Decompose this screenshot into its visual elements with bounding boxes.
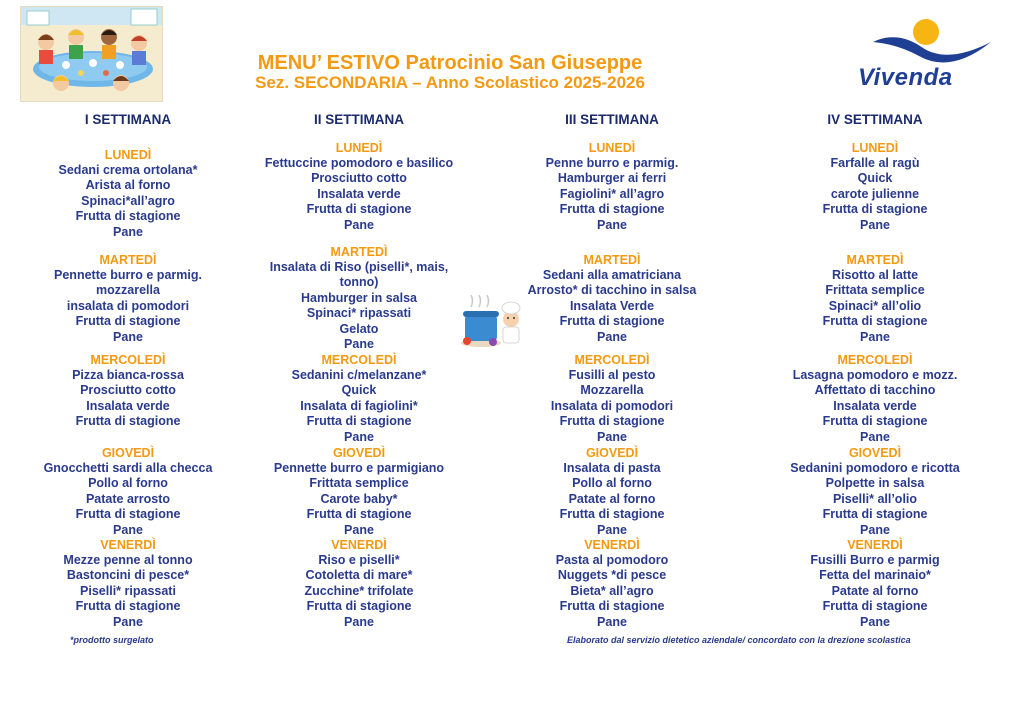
- children-eating-illustration: [20, 6, 163, 102]
- dish: Lasagna pomodoro e mozz.: [792, 368, 958, 382]
- week-4-monday: [755, 141, 995, 233]
- dish: Insalata di pomodori: [550, 398, 674, 413]
- dish: tonno): [339, 275, 379, 290]
- dish: Insalata di Riso (piselli*, mais,: [269, 260, 449, 274]
- dish: Hamburger ai ferri: [557, 171, 667, 186]
- dish: Pollo al forno: [572, 476, 652, 491]
- dish: insalata di pomodori: [66, 298, 190, 313]
- dish: Mozzarella: [580, 383, 644, 398]
- week-3-wednesday: [492, 353, 732, 445]
- dish: Frutta di stagione: [559, 507, 665, 522]
- dish: Pane: [344, 337, 374, 352]
- day-name: VENERDÌ: [331, 538, 387, 552]
- day-name: GIOVEDÌ: [848, 446, 902, 460]
- day-name: MARTEDÌ: [330, 245, 388, 259]
- dish: Patate al forno: [831, 583, 919, 598]
- day-name: MARTEDÌ: [583, 253, 641, 267]
- frozen-product-note: *prodotto surgelato: [70, 635, 154, 645]
- dish: Fusilli al pesto: [568, 368, 656, 382]
- dish: Pane: [597, 614, 627, 629]
- week-1-monday: [8, 148, 248, 240]
- dish: Risotto al latte: [831, 268, 919, 282]
- dish: Pane: [113, 522, 143, 537]
- week-4-tuesday: [755, 253, 995, 345]
- dish: Zucchine* trifolate: [304, 583, 414, 598]
- week-2-tuesday: [239, 245, 479, 352]
- dish: Carote baby*: [320, 491, 398, 506]
- dish: Arista al forno: [85, 178, 171, 193]
- dish: Gelato: [339, 321, 379, 336]
- day-name: MERCOLEDÌ: [837, 353, 913, 367]
- dish: Frittata semplice: [825, 283, 925, 298]
- week-4-thursday: [755, 446, 995, 538]
- dish: Hamburger in salsa: [300, 290, 417, 305]
- week-3-monday: [492, 141, 732, 233]
- dish: Pane: [597, 217, 627, 232]
- dish: Prosciutto cotto: [80, 383, 176, 398]
- brand-name: Vivenda: [858, 64, 953, 91]
- day-name: LUNEDÌ: [335, 141, 383, 155]
- week-4-wednesday: [755, 353, 995, 445]
- dish: Polpette in salsa: [825, 476, 925, 491]
- dish: Pane: [597, 329, 627, 344]
- dish: Frutta di stagione: [822, 414, 928, 429]
- dish: Gnocchetti sardi alla checca: [43, 461, 213, 475]
- dish: Pane: [860, 329, 890, 344]
- day-name: LUNEDÌ: [851, 141, 899, 155]
- dish: Pizza bianca-rossa: [72, 368, 184, 382]
- dish: Pane: [113, 224, 143, 239]
- week-2-heading: II SETTIMANA: [314, 112, 404, 127]
- dish: Bieta* all’agro: [570, 583, 654, 598]
- dish: Pane: [860, 522, 890, 537]
- dish: Pane: [344, 614, 374, 629]
- menu-title-line2: Sez. SECONDARIA – Anno Scolastico 2025-2026: [255, 73, 645, 92]
- dish: Cotoletta di mare*: [305, 568, 413, 583]
- week-2-thursday: [239, 446, 479, 538]
- dish: Sedanini c/melanzane*: [291, 368, 427, 382]
- dish: Pane: [344, 522, 374, 537]
- dish: Frittata semplice: [309, 476, 409, 491]
- dish: Insalata verde: [833, 398, 917, 413]
- dish: Frutta di stagione: [559, 599, 665, 614]
- dish: mozzarella: [96, 283, 160, 298]
- dish: Penne burro e parmig.: [545, 156, 679, 170]
- week-3-friday: [492, 538, 732, 630]
- day-name: GIOVEDÌ: [332, 446, 386, 460]
- dish: Mezze penne al tonno: [63, 553, 193, 567]
- dish: Pasta al pomodoro: [555, 553, 669, 567]
- dish: carote julienne: [830, 186, 920, 201]
- dish: Insalata di pasta: [563, 461, 661, 475]
- dish: Insalata di fagiolini*: [300, 398, 418, 413]
- day-name: VENERDÌ: [847, 538, 903, 552]
- week-1-wednesday: [8, 353, 248, 430]
- dish: Arrosto* di tacchino in salsa: [527, 283, 697, 298]
- day-name: GIOVEDÌ: [101, 446, 155, 460]
- day-name: LUNEDÌ: [104, 148, 152, 162]
- week-3-thursday: [492, 446, 732, 538]
- dish: Prosciutto cotto: [311, 171, 407, 186]
- dish: Pennette burro e parmig.: [54, 268, 202, 282]
- dish: Frutta di stagione: [559, 314, 665, 329]
- dish: Quick: [857, 171, 893, 186]
- dish: Frutta di stagione: [75, 314, 181, 329]
- dish: Pane: [597, 429, 627, 444]
- week-3-heading: III SETTIMANA: [565, 112, 659, 127]
- day-name: LUNEDÌ: [588, 141, 636, 155]
- dish: Nuggets *di pesce: [557, 568, 667, 583]
- week-4-friday: [755, 538, 995, 630]
- dish: Sedanini pomodoro e ricotta: [790, 461, 960, 475]
- day-name: MARTEDÌ: [846, 253, 904, 267]
- week-4-heading: IV SETTIMANA: [827, 112, 923, 127]
- dish: Patate al forno: [568, 491, 656, 506]
- dish: Quick: [341, 383, 377, 398]
- week-3-tuesday: [492, 253, 732, 345]
- day-name: MARTEDÌ: [99, 253, 157, 267]
- dish: Insalata verde: [317, 186, 401, 201]
- dish: Frutta di stagione: [306, 414, 412, 429]
- dish: Affettato di tacchino: [814, 383, 936, 398]
- day-name: MERCOLEDÌ: [90, 353, 166, 367]
- dish: Frutta di stagione: [822, 202, 928, 217]
- week-2-wednesday: [239, 353, 479, 445]
- dish: Spinaci* all’olio: [828, 298, 922, 313]
- dish: Pane: [860, 614, 890, 629]
- dish: Fagiolini* all’agro: [559, 186, 665, 201]
- dish: Pennette burro e parmigiano: [273, 461, 445, 475]
- dish: Frutta di stagione: [75, 599, 181, 614]
- dish: Spinaci*all’agro: [81, 193, 175, 208]
- week-1-tuesday: [8, 253, 248, 345]
- dish: Fusilli Burro e parmig: [810, 553, 940, 567]
- dish: Pane: [860, 429, 890, 444]
- day-name: VENERDÌ: [100, 538, 156, 552]
- dish: Pane: [344, 217, 374, 232]
- week-2-friday: [239, 538, 479, 630]
- week-2-monday: [239, 141, 479, 233]
- dietary-service-note: Elaborato dal servizio dietetico aziendale/ concordato con la drezione scolastica: [567, 635, 911, 645]
- dish: Frutta di stagione: [306, 599, 412, 614]
- dish: Insalata Verde: [569, 298, 655, 313]
- week-1-thursday: [8, 446, 248, 538]
- dish: Frutta di stagione: [75, 414, 181, 429]
- day-name: GIOVEDÌ: [585, 446, 639, 460]
- dish: Pane: [597, 522, 627, 537]
- day-name: MERCOLEDÌ: [574, 353, 650, 367]
- week-1-friday: [8, 538, 248, 630]
- dish: Frutta di stagione: [822, 599, 928, 614]
- dish: Fettuccine pomodoro e basilico: [264, 156, 454, 170]
- dish: Piselli* all’olio: [832, 491, 918, 506]
- dish: Spinaci* ripassati: [306, 306, 412, 321]
- menu-title: [200, 52, 700, 92]
- dish: Sedani crema ortolana*: [58, 163, 198, 177]
- dish: Farfalle al ragù: [830, 156, 920, 170]
- dish: Frutta di stagione: [306, 202, 412, 217]
- dish: Pane: [113, 329, 143, 344]
- dish: Fetta del marinaio*: [819, 568, 931, 583]
- dish: Riso e piselli*: [318, 553, 400, 567]
- dish: Frutta di stagione: [822, 314, 928, 329]
- dish: Frutta di stagione: [559, 414, 665, 429]
- dish: Frutta di stagione: [822, 507, 928, 522]
- dish: Pane: [344, 429, 374, 444]
- dish: Frutta di stagione: [75, 209, 181, 224]
- dish: Patate arrosto: [85, 491, 171, 506]
- dish: Pane: [113, 614, 143, 629]
- dish: Piselli* ripassati: [80, 583, 176, 598]
- dish: Bastoncini di pesce*: [66, 568, 190, 583]
- dish: Frutta di stagione: [75, 507, 181, 522]
- dish: Sedani alla amatriciana: [542, 268, 682, 282]
- dish: Frutta di stagione: [559, 202, 665, 217]
- dish: Insalata verde: [86, 398, 170, 413]
- day-name: MERCOLEDÌ: [321, 353, 397, 367]
- dish: Pollo al forno: [88, 476, 168, 491]
- dish: Pane: [860, 217, 890, 232]
- day-name: VENERDÌ: [584, 538, 640, 552]
- menu-title-line1: MENU’ ESTIVO Patrocinio San Giuseppe: [257, 52, 643, 74]
- dish: Frutta di stagione: [306, 507, 412, 522]
- week-1-heading: I SETTIMANA: [84, 112, 172, 127]
